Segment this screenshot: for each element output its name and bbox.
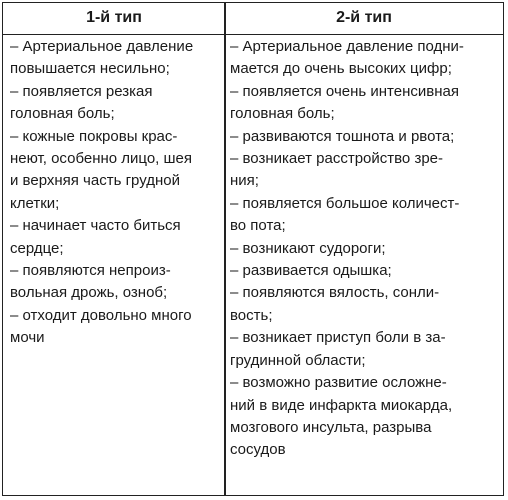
list-item: – начинает часто биться сердце; xyxy=(10,217,181,257)
list-item: – появляется большое количест- во пота; xyxy=(230,194,460,235)
type-1-column xyxy=(10,36,222,350)
list-item: – появляются вялость, сонли- вость; xyxy=(230,284,440,324)
header-type-2: 2-й тип xyxy=(336,9,392,26)
list-item: – появляется резкая головная боль; xyxy=(10,82,153,123)
column-divider xyxy=(224,3,226,495)
list-item: – развиваются тошнота и рвота; xyxy=(230,127,455,145)
list-item: – Артериальное давление повышается несильно; xyxy=(10,38,194,78)
list-item: – возникают судороги; xyxy=(230,239,386,257)
list-item: – кожные покровы крас- неют, особенно лицо, шея и верхняя часть грудной клетки; xyxy=(10,127,193,212)
list-item: – появляются непроиз- вольная дрожь, озноб; xyxy=(10,262,171,302)
type-2-column xyxy=(230,36,500,462)
list-item: – развивается одышка; xyxy=(230,262,392,280)
list-item: – Артериальное давление подни- мается до очень высоких цифр; xyxy=(230,38,464,78)
table-header xyxy=(3,3,503,35)
list-item: – отходит довольно много мочи xyxy=(10,306,192,347)
list-item: – возникает приступ боли в за- грудинной области; xyxy=(230,329,446,369)
list-item: – возможно развитие осложне- ний в виде инфаркта миокарда, мозгового инсульта, разрыва сосудов xyxy=(230,374,453,459)
list-item: – появляется очень интенсивная головная боль; xyxy=(230,82,459,123)
comparison-table xyxy=(2,2,504,496)
header-type-1: 1-й тип xyxy=(86,9,142,26)
list-item: – возникает расстройство зре- ния; xyxy=(230,150,443,190)
